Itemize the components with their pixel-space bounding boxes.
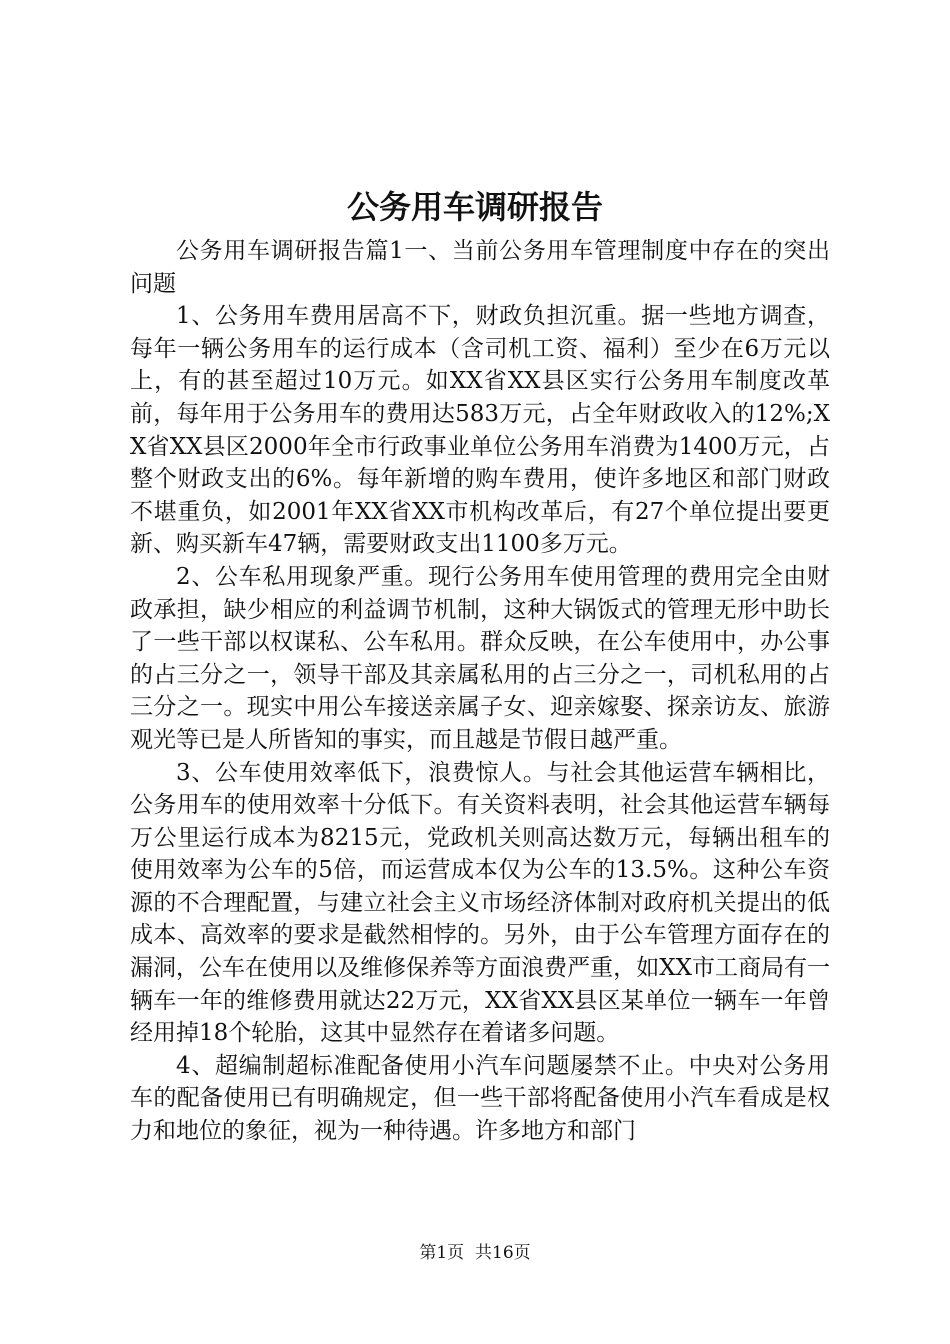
- page-footer: [0, 1241, 950, 1265]
- document-body: [130, 235, 830, 1148]
- paragraph-intro: 公务用车调研报告篇1一、当前公务用车管理制度中存在的突出问题: [130, 238, 830, 297]
- paragraph-item-3: 3、公车使用效率低下，浪费惊人。与社会其他运营车辆相比，公务用车的使用效率十分低下。有关资料表明，社会其他运营车辆每万公里运行成本为8215元，党政机关则高达数万元，每辆出租车的使用效率为公车的5倍，而运营成本仅为公车的13.5%。这种公车资源的不合理配置，与建立社会主义市场经济体制对政府机关提出的低成本、高效率的要求是截然相悖的。另外，由于公车管理方面存在的漏洞，公车在使用以及维修保养等方面浪费严重，如XX市工商局有一辆车一年的维修费用就达22万元，XX省XX县区某单位一辆车一年曾经用掉18个轮胎，这其中显然存在着诸多问题。: [130, 759, 830, 1047]
- footer-separator: [464, 1243, 475, 1263]
- document-title: 公务用车调研报告: [346, 188, 603, 226]
- paragraph-item-4: 4、超编制超标准配备使用小汽车问题屡禁不止。中央对公务用车的配备使用已有明确规定，但一些干部将配备使用小汽车看成是权力和地位的象征，视为一种待遇。许多地方和部门: [130, 1052, 830, 1145]
- page-total: 共16页: [475, 1243, 531, 1263]
- paragraph-item-1: 1、公务用车费用居高不下，财政负担沉重。据一些地方调查，每年一辆公务用车的运行成本（含司机工资、福利）至少在6万元以上，有的甚至超过10万元。如XX省XX县区实行公务用车制度改革前，每年用于公务用车的费用达583万元，占全年财政收入的12%;XX省XX县区2000年全市行政事业单位公务用车消费为1400万元，占整个财政支出的6%。每年新增的购车费用，使许多地区和部门财政不堪重负，如2001年XX省XX市机构改革后，有27个单位提出要更新、购买新车47辆，需要财政支出1100多万元。: [130, 303, 830, 558]
- paragraph-item-2: 2、公车私用现象严重。现行公务用车使用管理的费用完全由财政承担，缺少相应的利益调节机制，这种大锅饭式的管理无形中助长了一些干部以权谋私、公车私用。群众反映，在公车使用中，办公事的占三分之一，领导干部及其亲属私用的占三分之一，司机私用的占三分之一。现实中用公车接送亲属子女、迎亲嫁娶、探亲访友、旅游观光等已是人所皆知的事实，而且越是节假日越严重。: [130, 563, 830, 753]
- page-number: 第1页: [419, 1243, 465, 1263]
